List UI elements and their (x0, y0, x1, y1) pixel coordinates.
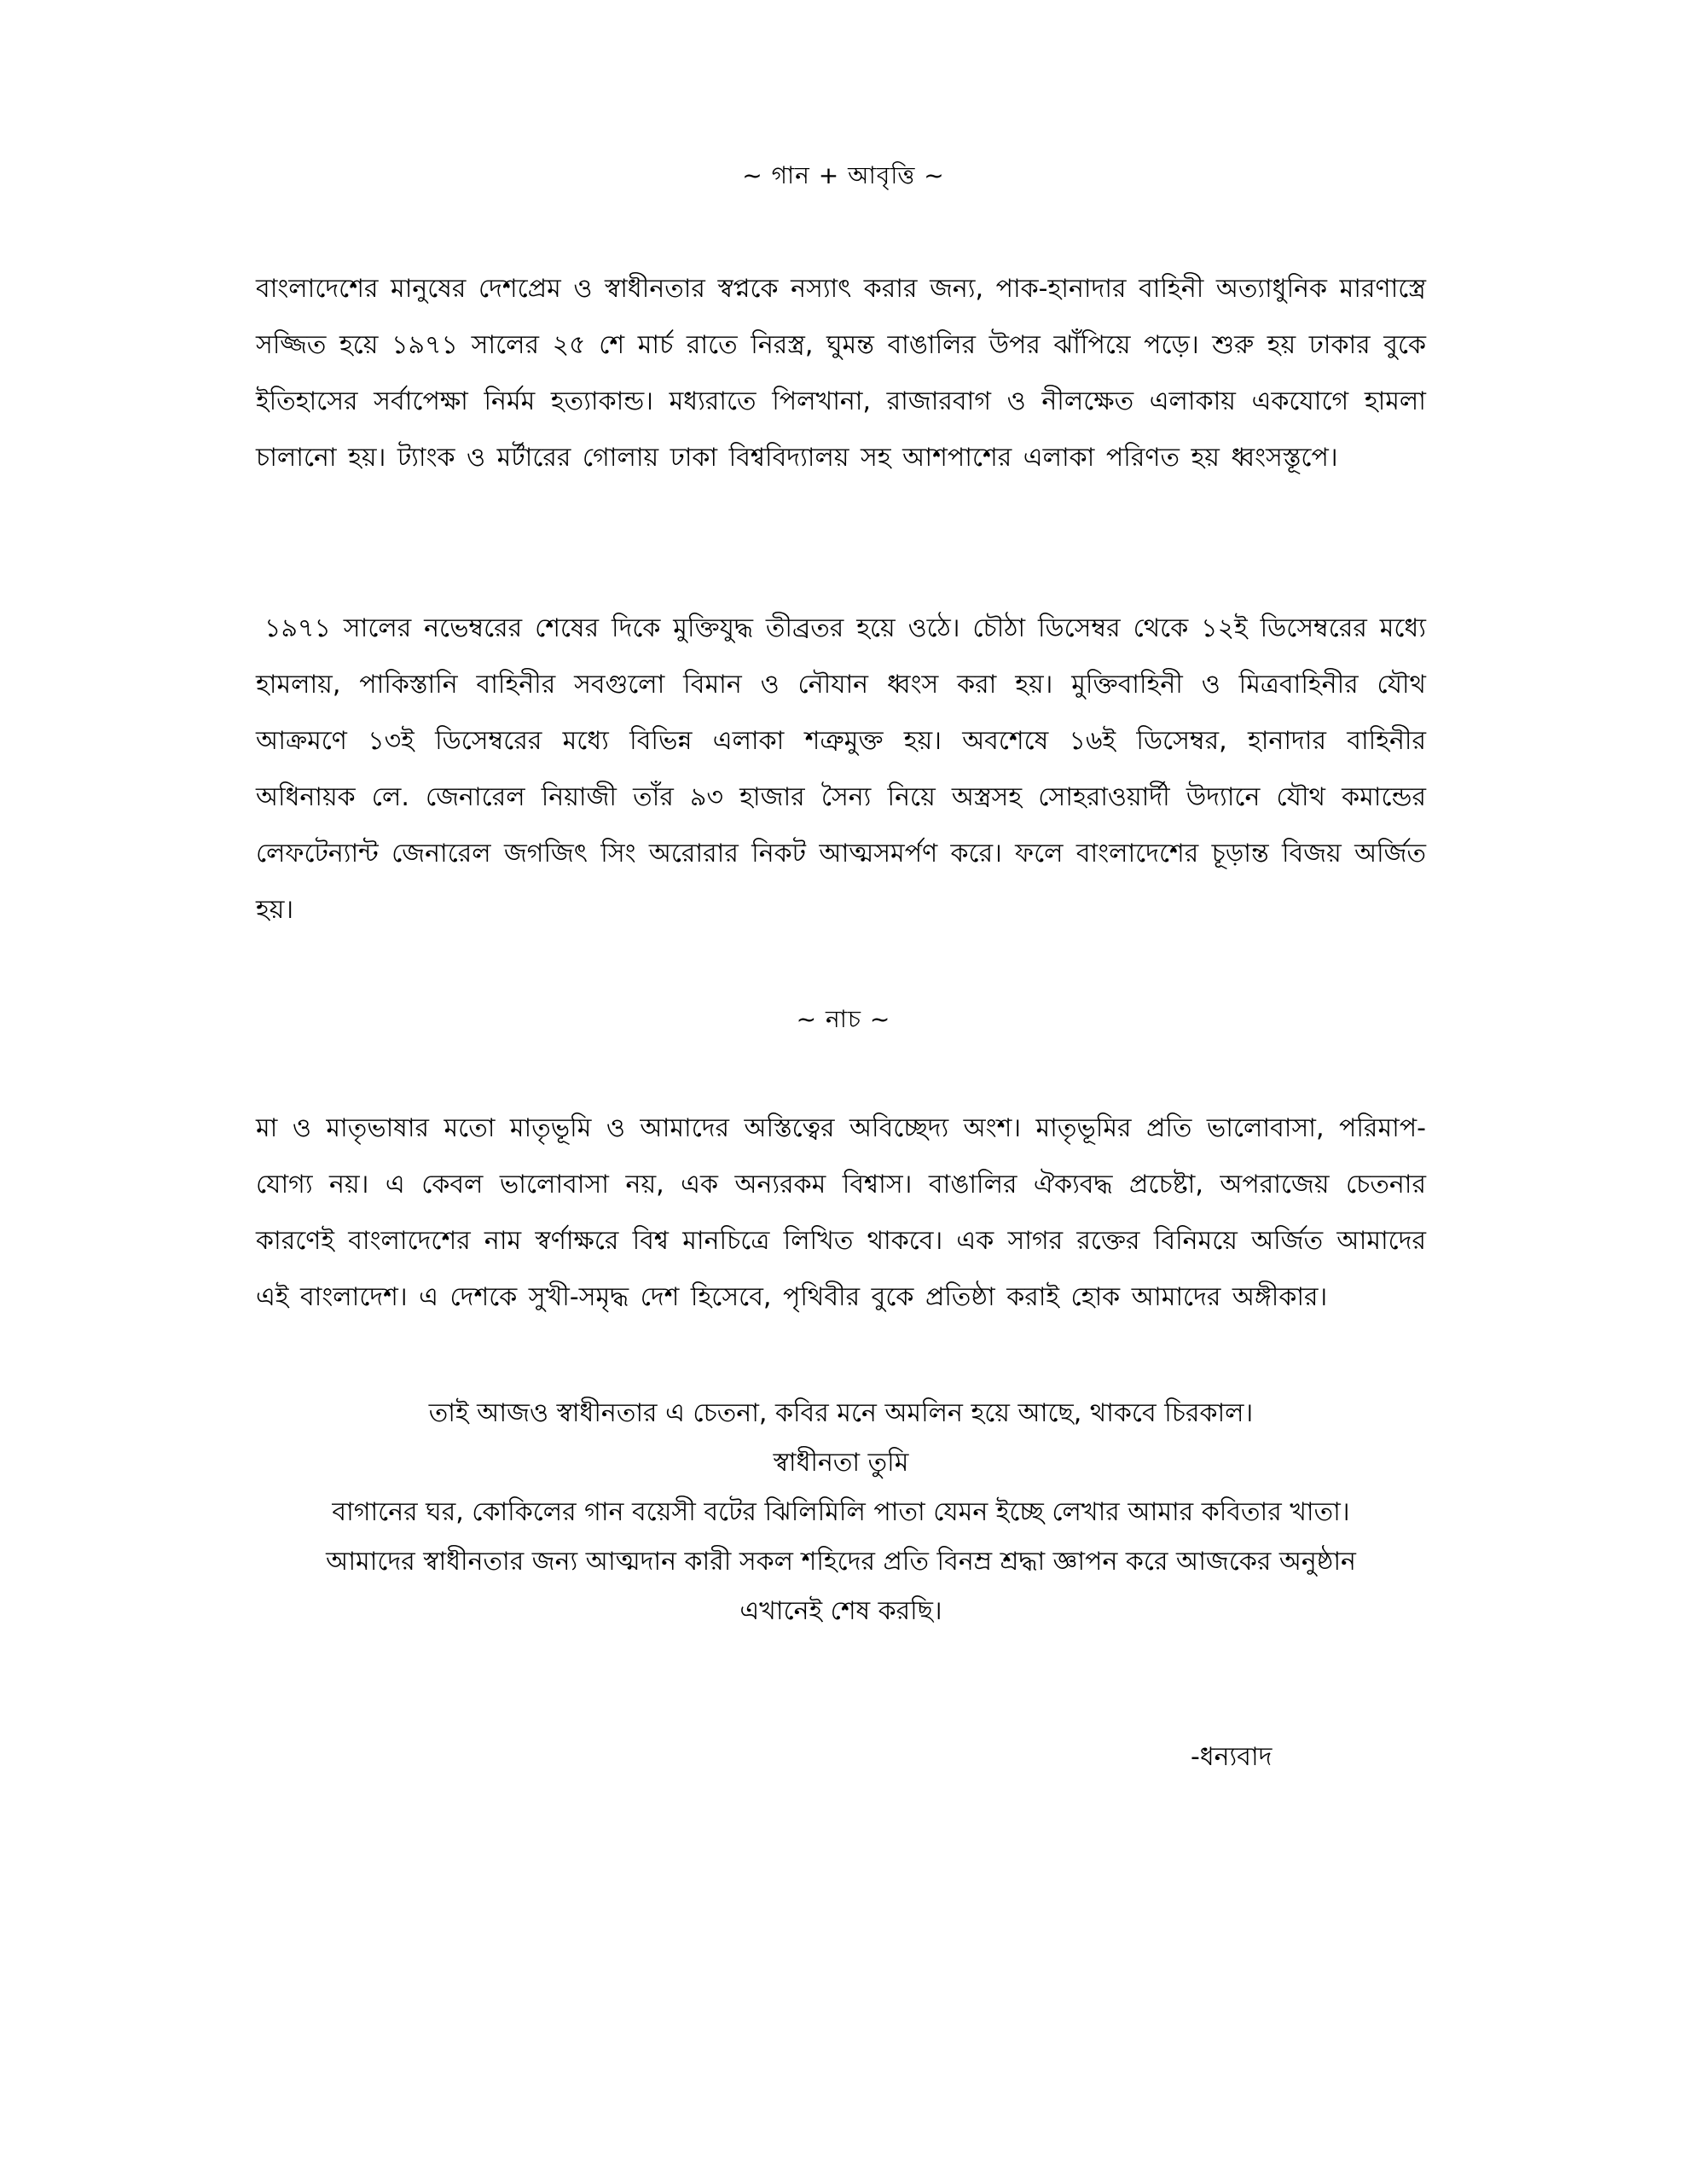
tribute-line: আমাদের স্বাধীনতার জন্য আত্মদান কারী সকল শহিদের প্রতি বিনম্র শ্রদ্ধা জ্ঞাপন করে আজকের অনুষ্ঠান (326, 1547, 1356, 1577)
paragraph-december-1971: ১৯৭১ সালের নভেম্বরের শেষের দিকে মুক্তিযুদ্ধ তীব্রতর হয়ে ওঠে। চৌঠা ডিসেম্বর থেকে ১২ই ডিসেম্বরের মধ্যে হামলায়, পাকিস্তানি বাহিনীর সবগুলো বিমান ও নৌযান ধ্বংস করা হয়। মুক্তিবাহিনী ও মিত্রবাহিনীর যৌথ আক্রমণে ১৩ই ডিসেম্বরের মধ্যে বিভিন্ন এলাকা শত্রুমুক্ত হয়। অবশেষে ১৬ই ডিসেম্বর, হানাদার বাহিনীর অধিনায়ক লে. জেনারেল নিয়াজী তাঁর ৯৩ হাজার সৈন্য নিয়ে অস্ত্রসহ সোহরাওয়ার্দী উদ্যানে যৌথ কমান্ডের লেফটেন্যান্ট জেনারেল জগজিৎ সিং অরোরার নিকট আত্মসমর্পণ করে। ফলে বাংলাদেশের চূড়ান্ত বিজয় অর্জিত হয়। (256, 613, 1426, 925)
paragraph-motherland: মা ও মাতৃভাষার মতো মাতৃভূমি ও আমাদের অস্তিত্বের অবিচ্ছেদ্য অংশ। মাতৃভূমির প্রতি ভালোবাসা, পরিমাপ-যোগ্য নয়। এ কেবল ভালোবাসা নয়, এক অন্যরকম বিশ্বাস। বাঙালির ঐক্যবদ্ধ প্রচেষ্টা, অপরাজেয় চেতনার কারণেই বাংলাদেশের নাম স্বর্ণাক্ষরে বিশ্ব মানচিত্রে লিখিত থাকবে। এক সাগর রক্তের বিনিময়ে অর্জিত আমাদের এই বাংলাদেশ। এ দেশকে সুখী-সমৃদ্ধ দেশ হিসেবে, পৃথিবীর বুকে প্রতিষ্ঠা করাই হোক আমাদের অঙ্গীকার। (256, 1113, 1426, 1312)
poem-title-line: স্বাধীনতা তুমি (773, 1448, 909, 1478)
section-heading-song-recitation: ~ গান + আবৃত্তি ~ (742, 161, 945, 189)
poem-verse-line: বাগানের ঘর, কোকিলের গান বয়েসী বটের ঝিলিমিলি পাতা যেমন ইচ্ছে লেখার আমার কবিতার খাতা। (332, 1497, 1350, 1527)
closing-line: তাই আজও স্বাধীনতার এ চেতনা, কবির মনে অমলিন হয়ে আছে, থাকবে চিরকাল। (428, 1398, 1254, 1428)
closing-lines-block (256, 1389, 1426, 1636)
thank-you-signature: -ধন্যবাদ (1191, 1742, 1272, 1772)
paragraph-march-1971: বাংলাদেশের মানুষের দেশপ্রেম ও স্বাধীনতার স্বপ্নকে নস্যাৎ করার জন্য, পাক-হানাদার বাহিনী অত্যাধুনিক মারণাস্ত্রে সজ্জিত হয়ে ১৯৭১ সালের ২৫ শে মার্চ রাতে নিরস্ত্র, ঘুমন্ত বাঙালির উপর ঝাঁপিয়ে পড়ে। শুরু হয় ঢাকার বুকে ইতিহাসের সর্বাপেক্ষা নির্মম হত্যাকান্ড। মধ্যরাতে পিলখানা, রাজারবাগ ও নীলক্ষেত এলাকায় একযোগে হামলা চালানো হয়। ট্যাংক ও মর্টারের গোলায় ঢাকা বিশ্ববিদ্যালয় সহ আশপাশের এলাকা পরিণত হয় ধ্বংসস্তূপে। (256, 274, 1426, 473)
section-heading-dance: ~ নাচ ~ (796, 1005, 891, 1033)
closing-statement-line: এখানেই শেষ করছি। (739, 1596, 942, 1626)
